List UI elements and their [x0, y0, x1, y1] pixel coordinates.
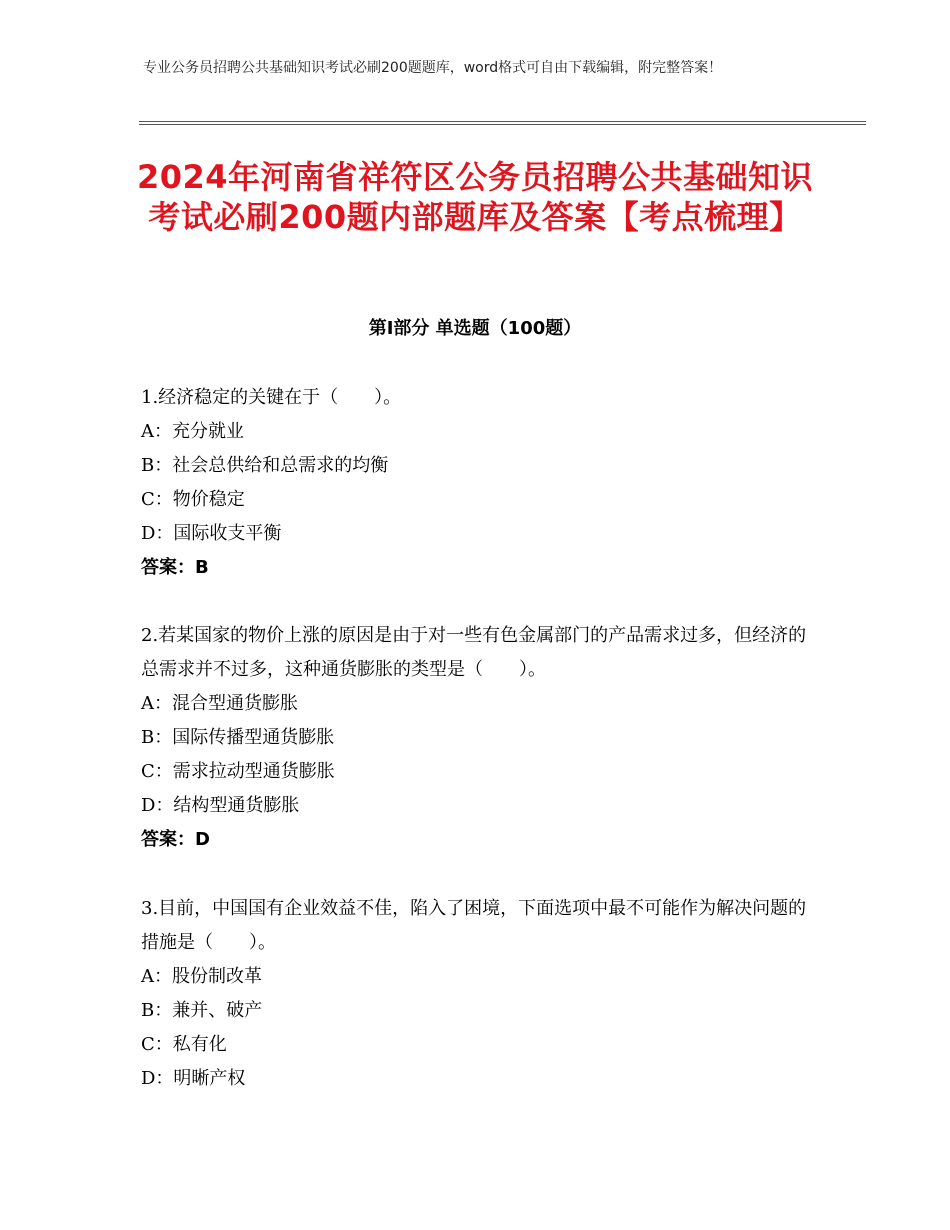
option-a: A：充分就业	[141, 421, 244, 442]
answer: 答案：D	[141, 829, 210, 850]
answer: 答案：B	[141, 557, 209, 578]
option-b: B：社会总供给和总需求的均衡	[141, 455, 389, 476]
question-stem: 3.目前，中国国有企业效益不佳，陷入了困境，下面选项中最不可能作为解决问题的措施是（ ）。	[141, 898, 807, 953]
option-c: C：需求拉动型通货膨胀	[141, 761, 335, 782]
option-a: A：股份制改革	[141, 966, 262, 987]
option-d: D：明晰产权	[141, 1068, 246, 1089]
option-d: D：国际收支平衡	[141, 523, 282, 544]
document-title: 2024年河南省祥符区公务员招聘公共基础知识考试必刷200题内部题库及答案【考点梳理】	[136, 158, 814, 236]
section-heading: 第I部分 单选题（100题）	[368, 318, 582, 339]
option-d: D：结构型通货膨胀	[141, 795, 300, 816]
option-b: B：兼并、破产	[141, 1000, 263, 1021]
question-2	[141, 619, 821, 857]
header-note: 专业公务员招聘公共基础知识考试必刷200题题库，word格式可自由下载编辑，附完整答案！	[143, 60, 723, 76]
question-1	[141, 381, 821, 585]
option-b: B：国际传播型通货膨胀	[141, 727, 335, 748]
header-divider	[139, 121, 866, 125]
question-stem: 2.若某国家的物价上涨的原因是由于对一些有色金属部门的产品需求过多，但经济的总需求并不过多，这种通货膨胀的类型是（ ）。	[141, 625, 807, 680]
option-c: C：私有化	[141, 1034, 227, 1055]
question-stem: 1.经济稳定的关键在于（ ）。	[141, 387, 402, 408]
option-a: A：混合型通货膨胀	[141, 693, 298, 714]
question-3	[141, 892, 821, 1096]
option-c: C：物价稳定	[141, 489, 245, 510]
